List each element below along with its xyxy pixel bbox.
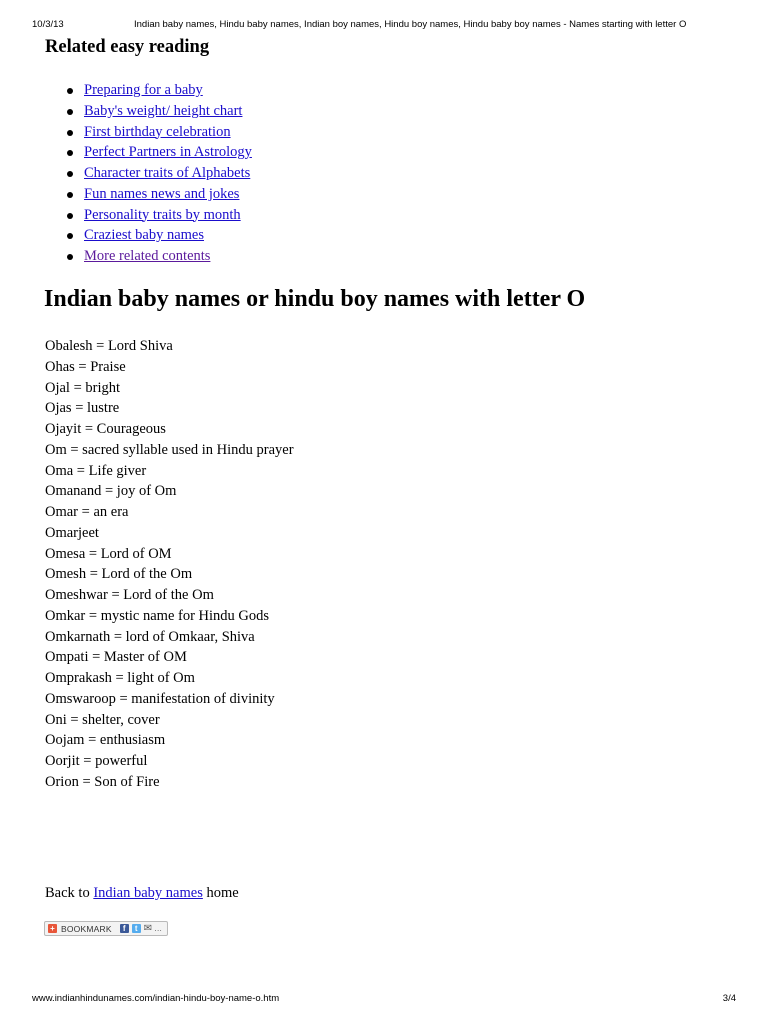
page-title: Indian baby names or hindu boy names with letter O bbox=[44, 286, 586, 312]
name-entry: Om = sacred syllable used in Hindu prayer bbox=[45, 441, 294, 458]
name-entry: Ojas = lustre bbox=[45, 400, 120, 417]
twitter-icon[interactable]: t bbox=[132, 924, 141, 933]
related-link-weight-height-chart[interactable]: Baby's weight/ height chart bbox=[84, 102, 243, 119]
name-entry: Obalesh = Lord Shiva bbox=[45, 338, 173, 354]
list-item bbox=[84, 80, 252, 101]
print-page-title: Indian baby names, Hindu baby names, Indian boy names, Hindu boy names, Hindu baby boy names - Names starting with letter O bbox=[134, 19, 687, 30]
print-footer bbox=[0, 993, 768, 1007]
page-number: 3/4 bbox=[722, 993, 736, 1004]
name-entry: Oojam = enthusiasm bbox=[45, 732, 166, 749]
related-link-preparing-for-baby[interactable]: Preparing for a baby bbox=[84, 82, 203, 98]
back-suffix: home bbox=[206, 885, 239, 901]
related-link-craziest-names[interactable]: Craziest baby names bbox=[84, 227, 204, 244]
list-item bbox=[84, 122, 252, 143]
back-home-line bbox=[45, 883, 239, 903]
print-header bbox=[0, 19, 768, 33]
related-link-perfect-partners[interactable]: Perfect Partners in Astrology bbox=[84, 144, 252, 161]
name-entry: Ojayit = Courageous bbox=[45, 421, 166, 437]
related-link-fun-names-news[interactable]: Fun names news and jokes bbox=[84, 185, 240, 202]
list-item bbox=[84, 184, 252, 205]
email-icon[interactable]: ✉ bbox=[143, 923, 153, 934]
related-link-personality-traits[interactable]: Personality traits by month bbox=[84, 206, 241, 223]
name-entry: Ohas = Praise bbox=[45, 358, 126, 375]
bookmark-plus-icon: + bbox=[48, 924, 57, 933]
bookmark-label: BOOKMARK bbox=[61, 923, 112, 934]
name-entry: Omswaroop = manifestation of divinity bbox=[45, 690, 275, 707]
name-entry: Oni = shelter, cover bbox=[45, 711, 160, 728]
name-entry: Omkarnath = lord of Omkaar, Shiva bbox=[45, 628, 255, 645]
name-entry: Omarjeet bbox=[45, 524, 99, 541]
list-item bbox=[84, 246, 252, 267]
name-entry: Omar = an era bbox=[45, 504, 129, 520]
back-home-link[interactable]: Indian baby names bbox=[93, 885, 203, 901]
list-item bbox=[84, 225, 252, 246]
name-entry: Omanand = joy of Om bbox=[45, 483, 177, 500]
bookmark-button[interactable] bbox=[44, 921, 168, 936]
back-prefix: Back to bbox=[45, 885, 90, 901]
name-entry: Oorjit = powerful bbox=[45, 753, 148, 769]
related-link-more-contents[interactable]: More related contents bbox=[84, 248, 211, 264]
list-item bbox=[84, 163, 252, 184]
related-reading-heading: Related easy reading bbox=[45, 37, 210, 57]
related-link-character-traits[interactable]: Character traits of Alphabets bbox=[84, 165, 251, 181]
related-link-first-birthday[interactable]: First birthday celebration bbox=[84, 123, 231, 140]
name-entry: Omesa = Lord of OM bbox=[45, 545, 172, 562]
facebook-icon[interactable]: f bbox=[120, 924, 129, 933]
list-item bbox=[84, 142, 252, 163]
name-entry: Omkar = mystic name for Hindu Gods bbox=[45, 607, 270, 624]
print-date: 10/3/13 bbox=[32, 19, 64, 30]
name-entry: Ompati = Master of OM bbox=[45, 649, 187, 666]
more-icon[interactable]: … bbox=[154, 924, 163, 933]
list-item bbox=[84, 205, 252, 226]
names-list bbox=[45, 336, 294, 793]
name-entry: Ojal = bright bbox=[45, 379, 121, 396]
related-reading-list bbox=[84, 80, 252, 267]
name-entry: Omeshwar = Lord of the Om bbox=[45, 587, 214, 603]
name-entry: Omprakash = light of Om bbox=[45, 670, 195, 686]
list-item bbox=[84, 101, 252, 122]
name-entry: Orion = Son of Fire bbox=[45, 773, 160, 790]
name-entry: Oma = Life giver bbox=[45, 462, 147, 479]
name-entry: Omesh = Lord of the Om bbox=[45, 566, 193, 583]
print-url: www.indianhindunames.com/indian-hindu-boy-name-o.htm bbox=[32, 993, 280, 1004]
